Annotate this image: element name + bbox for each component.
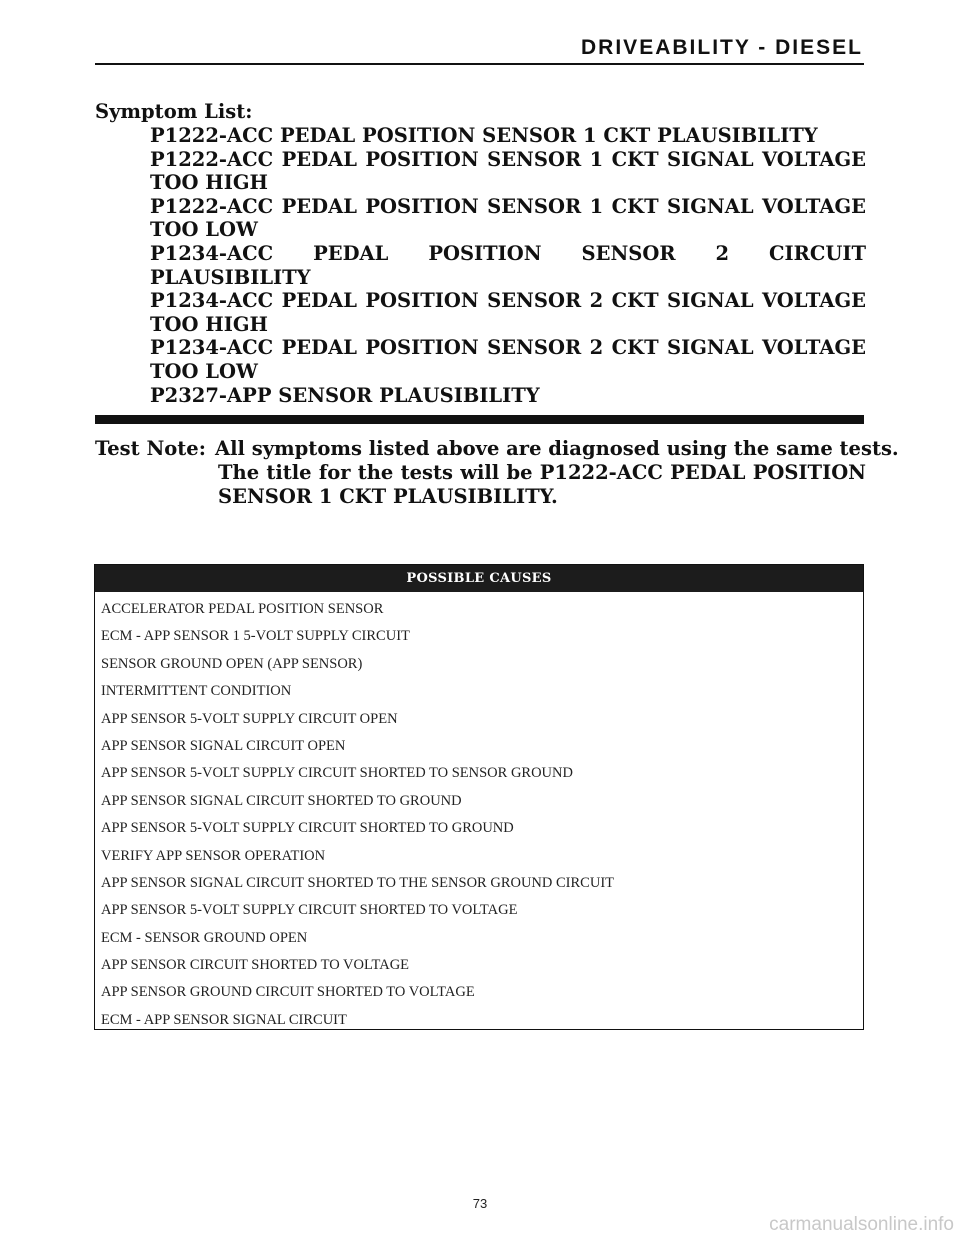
symptom-item: TOO LOW <box>150 218 258 242</box>
symptom-item: P1234-ACC PEDAL POSITION SENSOR 2 CKT SIGNAL VOLTAGE <box>150 336 866 360</box>
test-note-label: Test Note: <box>95 437 206 460</box>
symptom-item: P1222-ACC PEDAL POSITION SENSOR 1 CKT SIGNAL VOLTAGE <box>150 147 866 171</box>
symptom-list <box>150 124 866 407</box>
symptom-item: P1222-ACC PEDAL POSITION SENSOR 1 CKT SIGNAL VOLTAGE <box>150 194 866 218</box>
cause-row: APP SENSOR SIGNAL CIRCUIT OPEN <box>101 737 346 754</box>
cause-row: ACCELERATOR PEDAL POSITION SENSOR <box>101 601 384 617</box>
test-note-text <box>215 437 899 509</box>
symptom-item: P1234-ACC PEDAL POSITION SENSOR 2 CKT SIGNAL VOLTAGE <box>150 289 866 313</box>
cause-row: APP SENSOR 5-VOLT SUPPLY CIRCUIT SHORTED TO VOLTAGE <box>101 902 518 919</box>
cause-row: APP SENSOR SIGNAL CIRCUIT SHORTED TO THE SENSOR GROUND CIRCUIT <box>101 874 615 891</box>
cause-row: APP SENSOR 5-VOLT SUPPLY CIRCUIT OPEN <box>101 710 398 727</box>
cause-row: APP SENSOR SIGNAL CIRCUIT SHORTED TO GROUND <box>101 792 462 809</box>
test-note-line: SENSOR 1 CKT PLAUSIBILITY. <box>218 485 558 508</box>
symptom-item: TOO LOW <box>150 359 258 383</box>
header-divider <box>95 63 864 65</box>
cause-row: VERIFY APP SENSOR OPERATION <box>101 847 326 864</box>
page-number: 73 <box>472 1196 488 1211</box>
cause-row: APP SENSOR GROUND CIRCUIT SHORTED TO VOLTAGE <box>101 984 475 1001</box>
page-header-title: DRIVEABILITY - DIESEL <box>581 36 863 59</box>
symptom-item: P2327-APP SENSOR PLAUSIBILITY <box>150 383 540 407</box>
test-note-line: The title for the tests will be P1222-ACC PEDAL POSITION <box>218 461 866 484</box>
possible-causes-list <box>95 592 863 1034</box>
cause-row: INTERMITTENT CONDITION <box>101 683 292 700</box>
cause-row: APP SENSOR 5-VOLT SUPPLY CIRCUIT SHORTED TO GROUND <box>101 820 514 837</box>
cause-row: SENSOR GROUND OPEN (APP SENSOR) <box>101 655 363 672</box>
symptom-item: P1234-ACC PEDAL POSITION SENSOR 2 CIRCUIT PLAUSIBILITY <box>150 241 866 289</box>
symptom-item: TOO HIGH <box>150 171 268 195</box>
cause-row: APP SENSOR 5-VOLT SUPPLY CIRCUIT SHORTED TO SENSOR GROUND <box>101 765 573 782</box>
cause-row: ECM - APP SENSOR 1 5-VOLT SUPPLY CIRCUIT <box>101 628 410 645</box>
cause-row: APP SENSOR CIRCUIT SHORTED TO VOLTAGE <box>101 957 410 974</box>
symptom-item: TOO HIGH <box>150 312 268 336</box>
cause-row: ECM - SENSOR GROUND OPEN <box>101 929 308 946</box>
watermark: carmanualsonline.info <box>769 1214 954 1235</box>
symptom-list-label: Symptom List: <box>95 100 253 123</box>
cause-row: ECM - APP SENSOR SIGNAL CIRCUIT <box>101 1011 347 1028</box>
symptom-item: P1222-ACC PEDAL POSITION SENSOR 1 CKT PLAUSIBILITY <box>150 124 818 147</box>
possible-causes-header: POSSIBLE CAUSES <box>95 565 863 592</box>
possible-causes-table <box>94 564 864 1030</box>
test-note-line: All symptoms listed above are diagnosed using the same tests. <box>215 437 899 460</box>
section-divider <box>95 415 864 424</box>
